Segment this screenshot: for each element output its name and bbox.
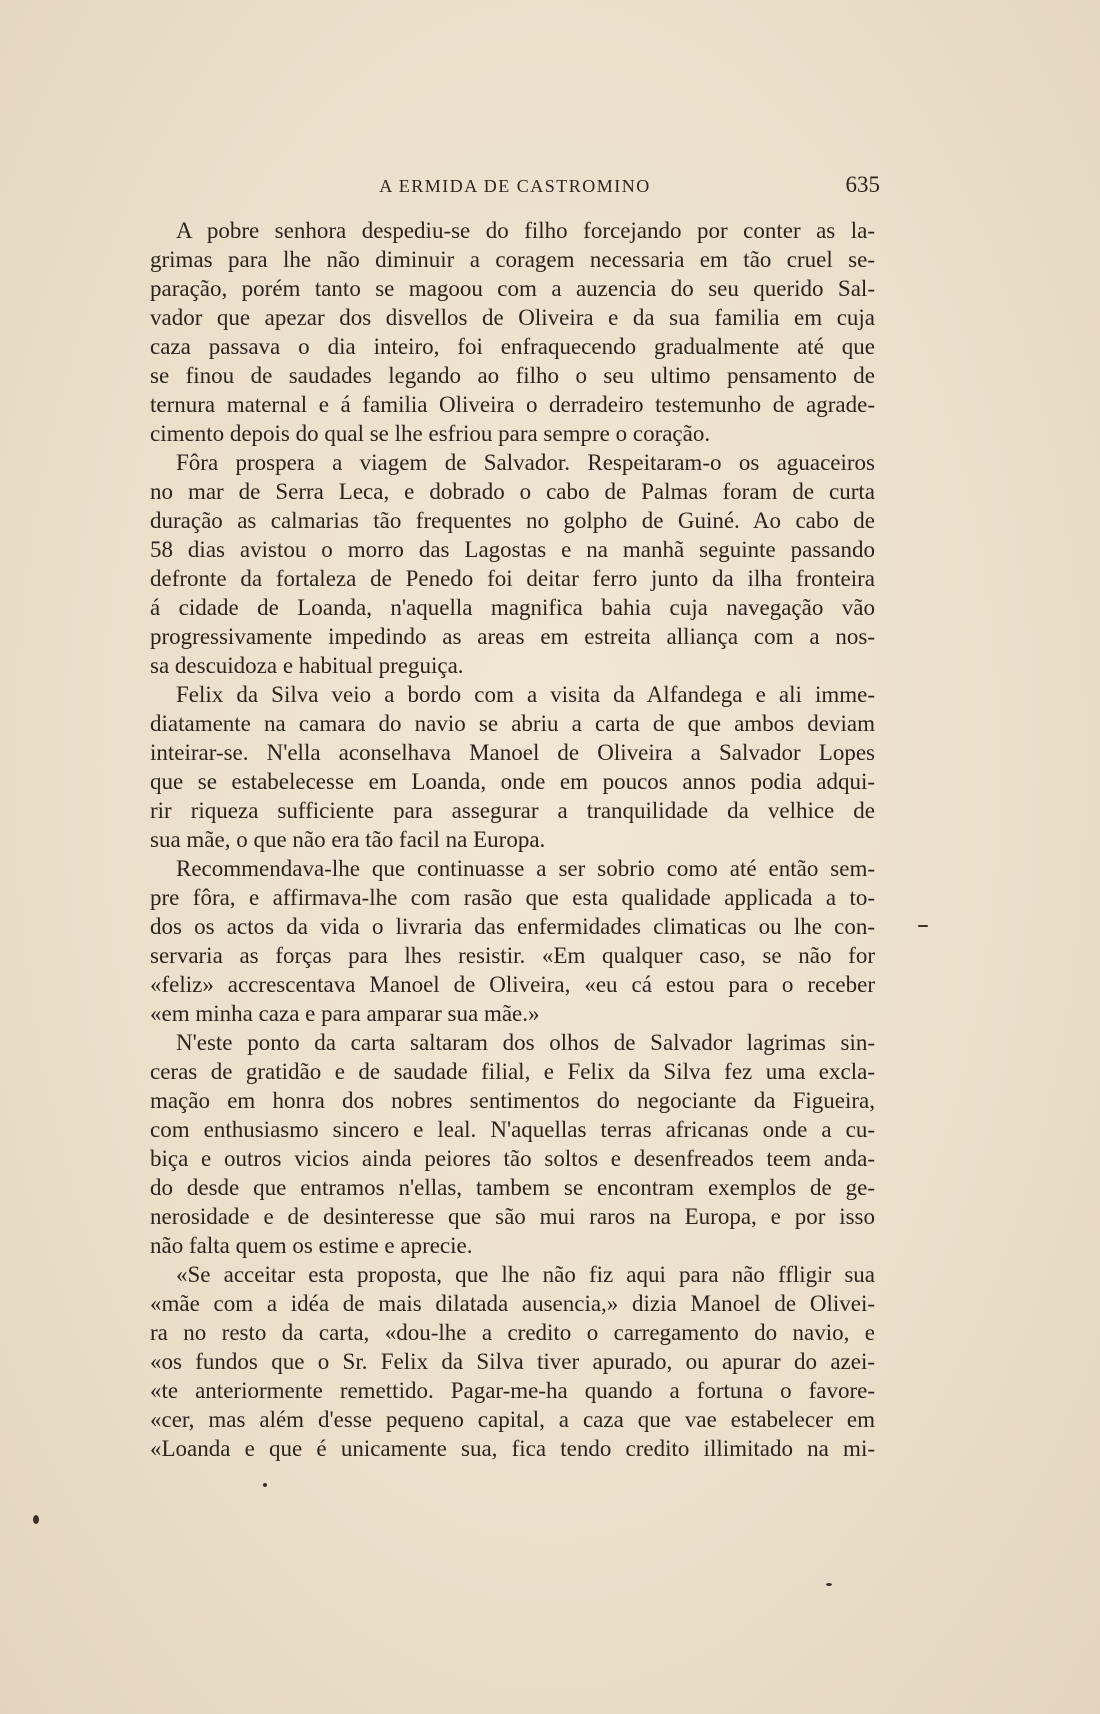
text-line: «cer, mas além d'esse pequeno capital, a caza que vae estabelecer em	[150, 1407, 875, 1432]
ink-speck	[918, 925, 928, 927]
text-line: cimento depois do qual se lhe esfriou para sempre o coração.	[150, 421, 711, 446]
text-line: «mãe com a idéa de mais dilatada ausencia,» dizia Manoel de Olivei-	[150, 1291, 875, 1316]
text-line: se finou de saudades legando ao filho o seu ultimo pensamento de	[150, 363, 875, 388]
text-line: «Se acceitar esta proposta, que lhe não fiz aqui para não ffligir sua	[176, 1262, 875, 1287]
text-line: com enthusiasmo sincero e leal. N'aquellas terras africanas onde a cu-	[150, 1117, 875, 1142]
page-header	[150, 172, 880, 202]
text-line: 58 dias avistou o morro das Lagostas e na manhã seguinte passando	[150, 537, 875, 562]
text-line: defronte da fortaleza de Penedo foi deitar ferro junto da ilha fronteira	[150, 566, 875, 591]
text-line: dos os actos da vida o livraria das enfermidades climaticas ou lhe con-	[150, 914, 875, 939]
text-line: progressivamente impedindo as areas em estreita alliança com a nos-	[150, 624, 875, 649]
text-line: rir riqueza sufficiente para assegurar a tranquilidade da velhice de	[150, 798, 875, 823]
text-line: que se estabelecesse em Loanda, onde em poucos annos podia adqui-	[150, 769, 875, 794]
text-line: grimas para lhe não diminuir a coragem necessaria em tão cruel se-	[150, 247, 875, 272]
text-line: Felix da Silva veio a bordo com a visita da Alfandega e ali imme-	[176, 682, 875, 707]
text-line: «feliz» accrescentava Manoel de Oliveira, «eu cá estou para o receber	[150, 972, 875, 997]
text-line: ra no resto da carta, «dou-lhe a credito o carregamento do navio, e	[150, 1320, 875, 1345]
text-line: «te anteriormente remettido. Pagar-me-ha quando a fortuna o favore-	[150, 1378, 875, 1403]
text-line: servaria as forças para lhes resistir. «Em qualquer caso, se não for	[150, 943, 875, 968]
text-line: paração, porém tanto se magoou com a auzencia do seu querido Sal-	[150, 276, 875, 301]
text-line: biça e outros vicios ainda peiores tão soltos e desenfreados teem anda-	[150, 1146, 875, 1171]
text-line: «os fundos que o Sr. Felix da Silva tiver apurado, ou apurar do azei-	[150, 1349, 875, 1374]
text-line: Fôra prospera a viagem de Salvador. Respeitaram-o os aguaceiros	[176, 450, 875, 475]
text-line: Recommendava-lhe que continuasse a ser sobrio como até então sem-	[176, 856, 875, 881]
ink-speck	[826, 1583, 832, 1586]
text-line: N'este ponto da carta saltaram dos olhos de Salvador lagrimas sin-	[176, 1030, 875, 1055]
text-line: mação em honra dos nobres sentimentos do negociante da Figueira,	[150, 1088, 875, 1113]
page-number: 635	[845, 172, 880, 197]
text-line: do desde que entramos n'ellas, tambem se encontram exemplos de ge-	[150, 1175, 875, 1200]
ink-speck	[263, 1483, 267, 1487]
body-text	[150, 216, 875, 1463]
text-line: vador que apezar dos disvellos de Oliveira e da sua familia em cuja	[150, 305, 875, 330]
text-line: «em minha caza e para amparar sua mãe.»	[150, 1001, 540, 1026]
text-line: sa descuidoza e habitual preguiça.	[150, 653, 464, 678]
text-line: duração as calmarias tão frequentes no golpho de Guiné. Ao cabo de	[150, 508, 875, 533]
text-line: caza passava o dia inteiro, foi enfraquecendo gradualmente até que	[150, 334, 875, 359]
text-line: inteirar-se. N'ella aconselhava Manoel de Oliveira a Salvador Lopes	[150, 740, 875, 765]
text-line: no mar de Serra Leca, e dobrado o cabo de Palmas foram de curta	[150, 479, 875, 504]
text-line: ceras de gratidão e de saudade filial, e Felix da Silva fez uma excla-	[150, 1059, 875, 1084]
text-line: «Loanda e que é unicamente sua, fica tendo credito illimitado na mi-	[150, 1436, 875, 1461]
running-title: A ERMIDA DE CASTROMINO	[379, 176, 651, 196]
text-line: á cidade de Loanda, n'aquella magnifica bahia cuja navegação vão	[150, 595, 875, 620]
text-line: nerosidade e de desinteresse que são mui raros na Europa, e por isso	[150, 1204, 875, 1229]
text-line: ternura maternal e á familia Oliveira o derradeiro testemunho de agrade-	[150, 392, 875, 417]
text-line: não falta quem os estime e aprecie.	[150, 1233, 473, 1258]
text-line: pre fôra, e affirmava-lhe com rasão que esta qualidade applicada a to-	[150, 885, 875, 910]
ink-speck	[33, 1515, 39, 1524]
text-line: sua mãe, o que não era tão facil na Europa.	[150, 827, 546, 852]
text-line: diatamente na camara do navio se abriu a carta de que ambos deviam	[150, 711, 875, 736]
text-line: A pobre senhora despediu-se do filho forcejando por conter as la-	[176, 218, 875, 243]
